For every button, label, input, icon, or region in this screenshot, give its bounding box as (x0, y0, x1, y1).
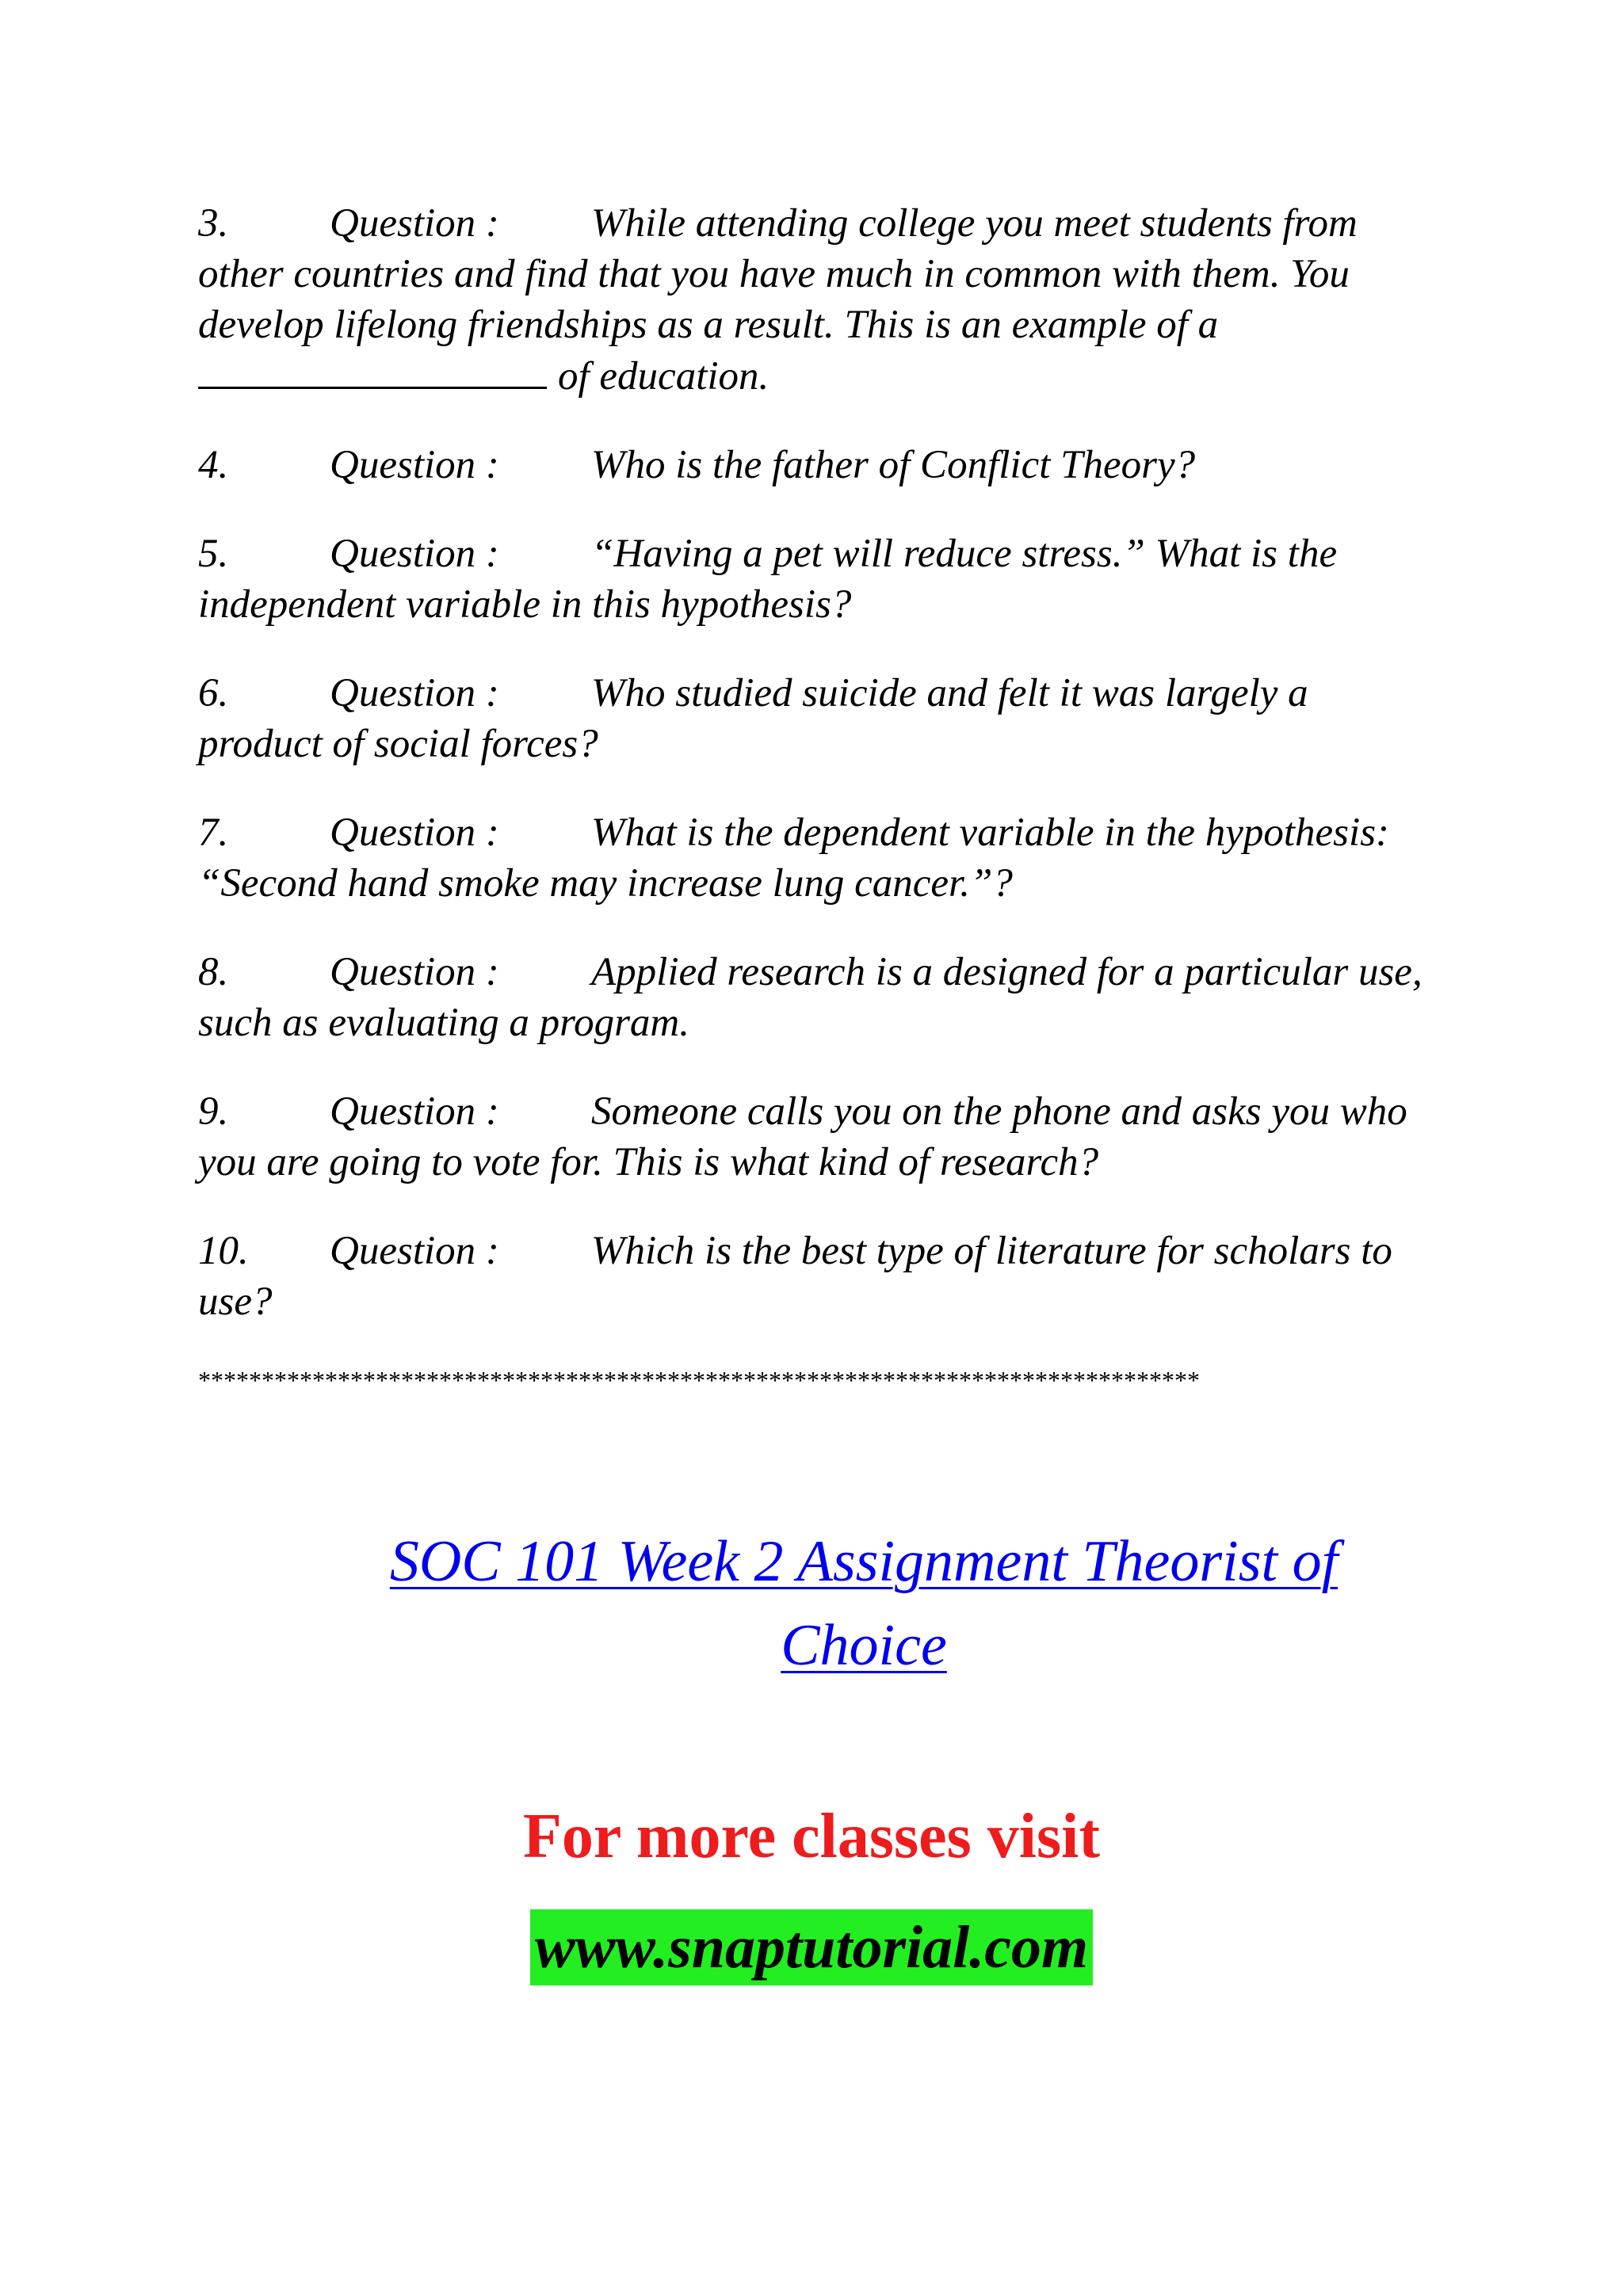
question-10 (198, 1226, 1434, 1327)
website-row (0, 1909, 1623, 1985)
question-5 (198, 528, 1434, 630)
question-list (198, 198, 1434, 1365)
question-number: 9. (198, 1089, 229, 1134)
question-number: 5. (198, 532, 229, 576)
question-label: Question : (330, 671, 499, 715)
question-text: Who studied suicide and felt it was largely a product of social forces? (198, 671, 1308, 766)
question-label: Question : (330, 532, 499, 576)
question-label: Question : (330, 443, 499, 487)
question-number: 3. (198, 201, 229, 246)
link-line-1: SOC 101 Week 2 Assignment Theorist of (389, 1529, 1338, 1594)
question-number: 4. (198, 443, 229, 487)
question-text: While attending college you meet students from other countries and find that you have much in common with them. You develop lifelong friendships as a result. This is an example of a (198, 201, 1358, 347)
fill-in-blank (198, 350, 547, 389)
question-4 (198, 440, 1434, 490)
question-label: Question : (330, 201, 499, 246)
assignment-title-link[interactable] (285, 1520, 1442, 1688)
question-3 (198, 198, 1434, 402)
asterisk-separator: ******************************************************************************* (198, 1366, 1200, 1394)
question-label: Question : (330, 950, 499, 994)
more-classes-text: For more classes visit (522, 1802, 1100, 1871)
question-label: Question : (330, 810, 499, 855)
question-number: 8. (198, 950, 229, 994)
question-text: Someone calls you on the phone and asks you who you are going to vote for. This is what kind of research? (198, 1089, 1407, 1184)
question-9 (198, 1086, 1434, 1188)
question-number: 6. (198, 671, 229, 715)
question-text: “Having a pet will reduce stress.” What is the independent variable in this hypothesis? (198, 532, 1338, 627)
question-text: Which is the best type of literature for scholars to use? (198, 1229, 1392, 1324)
question-text: Applied research is a designed for a particular use, such as evaluating a program. (198, 950, 1423, 1045)
question-number: 10. (198, 1229, 249, 1273)
question-label: Question : (330, 1089, 499, 1134)
question-text: What is the dependent variable in the hypothesis: “Second hand smoke may increase lung cancer.”? (198, 810, 1390, 906)
link-line-2: Choice (781, 1613, 947, 1678)
question-text: Who is the father of Conflict Theory? (591, 443, 1196, 487)
question-7 (198, 807, 1434, 909)
question-8 (198, 947, 1434, 1048)
website-url: www.snaptutorial.com (530, 1909, 1093, 1985)
question-label: Question : (330, 1229, 499, 1273)
question-text-tail: of education. (558, 354, 769, 399)
question-6 (198, 668, 1434, 769)
question-number: 7. (198, 810, 229, 855)
